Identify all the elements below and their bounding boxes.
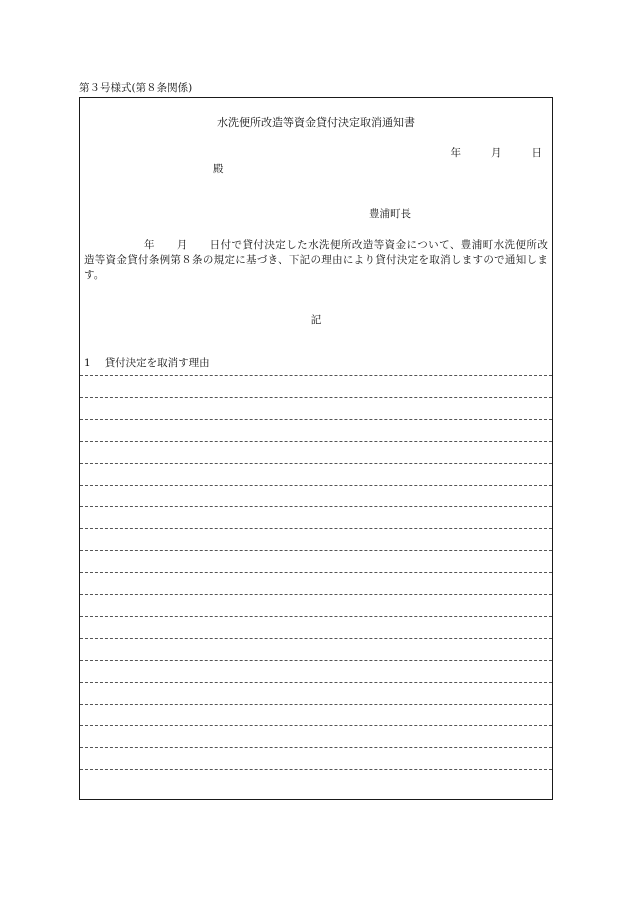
date-line <box>427 146 543 160</box>
date-day-label: 日 <box>531 147 542 159</box>
reason-item-label: 貸付決定を取消す理由 <box>104 357 210 369</box>
reason-ruled-line <box>80 419 552 420</box>
reason-ruled-line <box>80 463 552 464</box>
reason-ruled-line <box>80 638 552 639</box>
reason-ruled-line <box>80 747 552 748</box>
reason-ruled-line <box>80 660 552 661</box>
reason-ruled-line <box>80 704 552 705</box>
reason-ruled-line <box>80 441 552 442</box>
record-mark: 記 <box>310 314 322 326</box>
reason-writing-lines <box>80 375 552 775</box>
reason-ruled-line <box>80 485 552 486</box>
reason-ruled-line <box>80 572 552 573</box>
issuer-name: 豊浦町長 <box>369 208 411 220</box>
date-year-label: 年 <box>450 147 461 159</box>
reason-ruled-line <box>80 397 552 398</box>
reason-ruled-line <box>80 725 552 726</box>
reason-ruled-line <box>80 506 552 507</box>
reason-ruled-line <box>80 616 552 617</box>
reason-ruled-line <box>80 594 552 595</box>
reason-ruled-line <box>80 375 552 376</box>
form-number-label: 第３号様式(第８条関係) <box>79 82 193 94</box>
reason-item-heading <box>84 356 210 370</box>
notice-body-text: 年 月 日付で貸付決定した水洗便所改造等資金について、豊浦町水洗便所改造等資金貸付条例第８条の規定に基づき、下記の理由により貸付決定を取消しますので通知します。 <box>84 239 548 281</box>
date-month-label: 月 <box>491 147 502 159</box>
reason-ruled-line <box>80 550 552 551</box>
reason-ruled-line <box>80 682 552 683</box>
notice-frame <box>79 97 553 800</box>
reason-ruled-line <box>80 528 552 529</box>
reason-item-number: 1 <box>84 357 91 369</box>
reason-ruled-line <box>80 769 552 770</box>
addressee-honorific: 殿 <box>213 163 224 175</box>
document-title: 水洗便所改造等資金貸付決定取消通知書 <box>217 116 415 129</box>
